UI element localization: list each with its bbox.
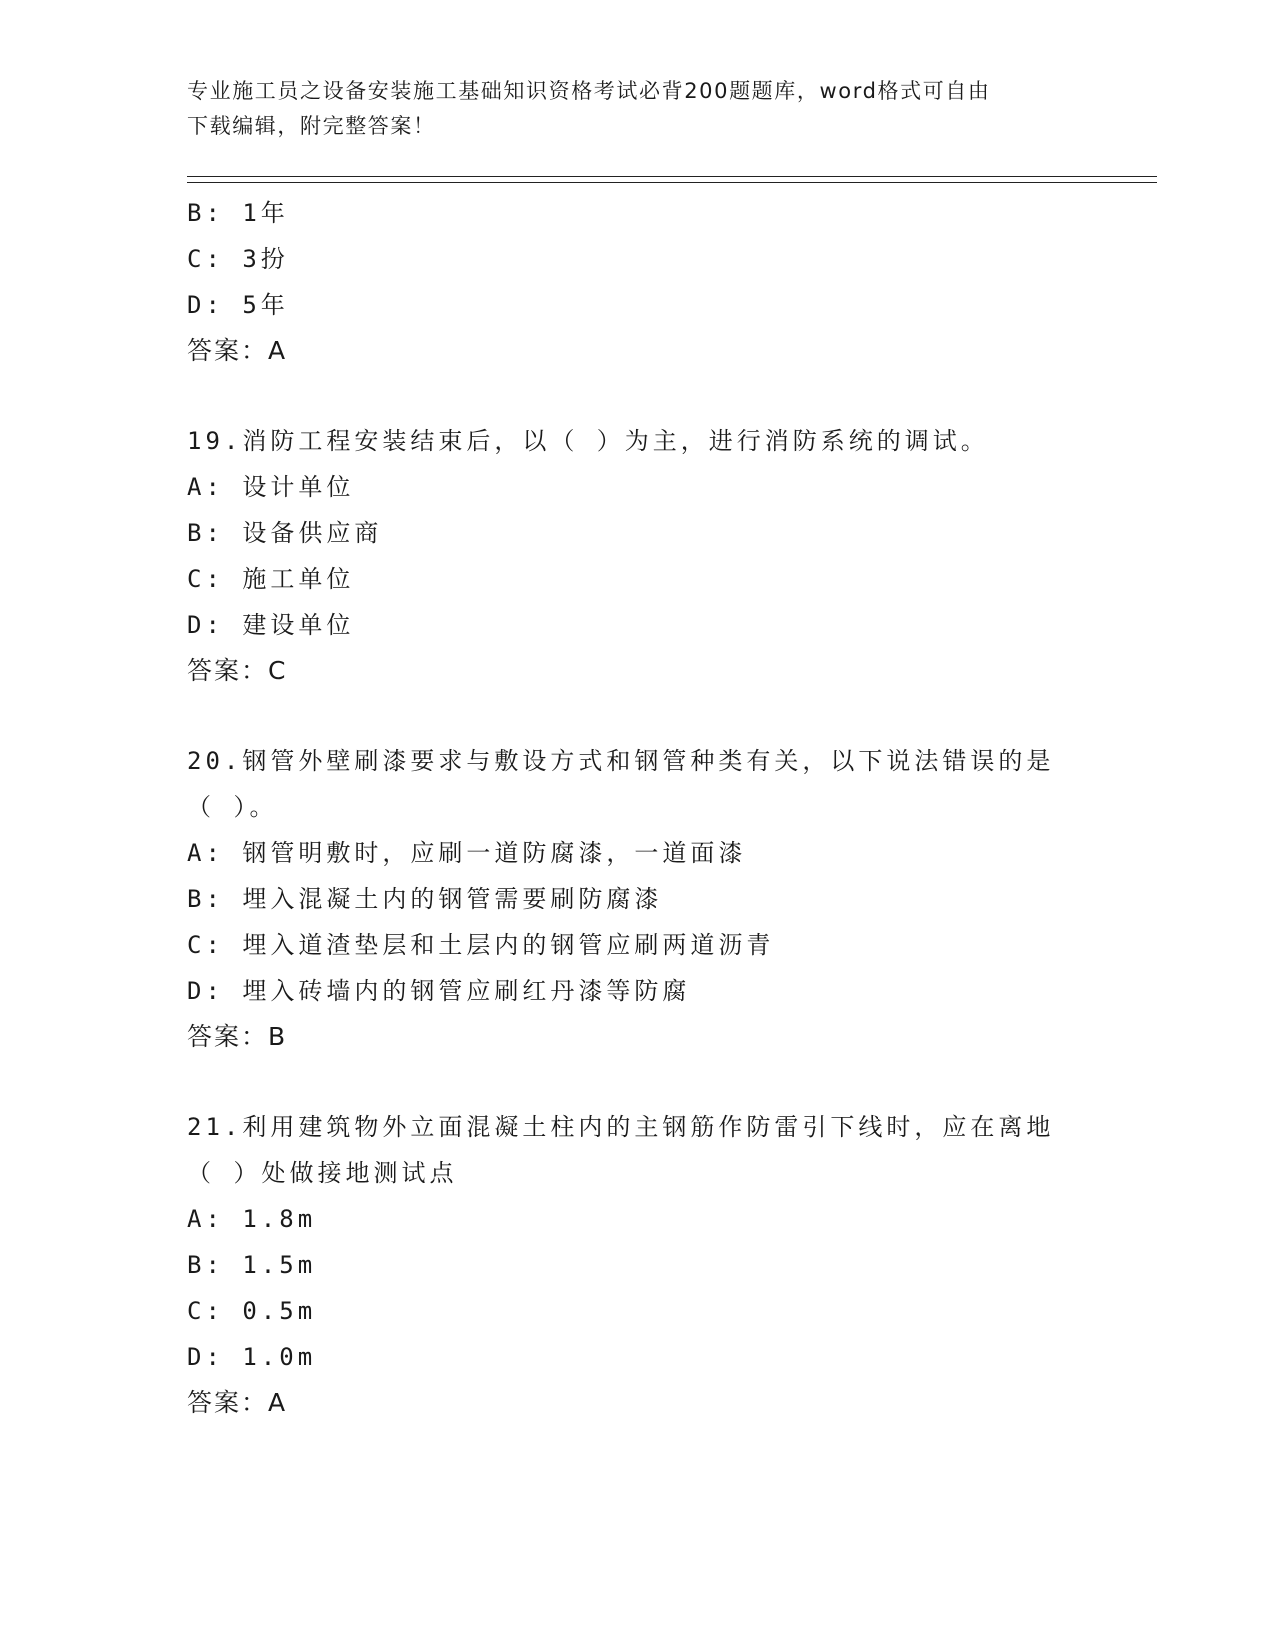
header-line-1: 专业施工员之设备安装施工基础知识资格考试必背200题题库，word格式可自由 — [187, 79, 991, 103]
option-c: C: 埋入道渣垫层和土层内的钢管应刷两道沥青 — [187, 931, 775, 959]
option-c: C: 3扮 — [187, 245, 289, 273]
header-line-2: 下载编辑，附完整答案！ — [187, 114, 436, 138]
question-text-continued: （ ）处做接地测试点 — [187, 1159, 458, 1187]
question-text: 21.利用建筑物外立面混凝土柱内的主钢筋作防雷引下线时，应在离地 — [187, 1113, 1055, 1141]
option-b: B: 设备供应商 — [187, 519, 383, 547]
document-header — [187, 74, 1077, 144]
option-c: C: 施工单位 — [187, 565, 355, 593]
option-d: D: 埋入砖墙内的钢管应刷红丹漆等防腐 — [187, 977, 691, 1005]
option-c: C: 0.5m — [187, 1297, 317, 1325]
header-rule-bottom — [187, 182, 1157, 183]
question-21 — [187, 1104, 1087, 1426]
option-d: D: 5年 — [187, 291, 289, 319]
question-20 — [187, 738, 1087, 1060]
option-a: A: 1.8m — [187, 1205, 317, 1233]
header-rule-top — [187, 176, 1157, 177]
option-a: A: 设计单位 — [187, 473, 355, 501]
answer-line: 答案：A — [187, 336, 288, 365]
question-text: 20.钢管外壁刷漆要求与敷设方式和钢管种类有关，以下说法错误的是 — [187, 747, 1055, 775]
option-d: D: 建设单位 — [187, 611, 355, 639]
question-list — [187, 190, 1087, 1426]
answer-line: 答案：A — [187, 1388, 288, 1417]
option-b: B: 埋入混凝土内的钢管需要刷防腐漆 — [187, 885, 663, 913]
question-19 — [187, 418, 1087, 694]
option-b: B: 1年 — [187, 199, 289, 227]
option-b: B: 1.5m — [187, 1251, 317, 1279]
question-text-continued: （ ）。 — [187, 793, 278, 821]
option-a: A: 钢管明敷时，应刷一道防腐漆，一道面漆 — [187, 839, 747, 867]
carryover-block — [187, 190, 1087, 374]
option-d: D: 1.0m — [187, 1343, 317, 1371]
answer-line: 答案：B — [187, 1022, 288, 1051]
answer-line: 答案：C — [187, 656, 288, 685]
question-text: 19.消防工程安装结束后，以（ ）为主，进行消防系统的调试。 — [187, 427, 989, 455]
